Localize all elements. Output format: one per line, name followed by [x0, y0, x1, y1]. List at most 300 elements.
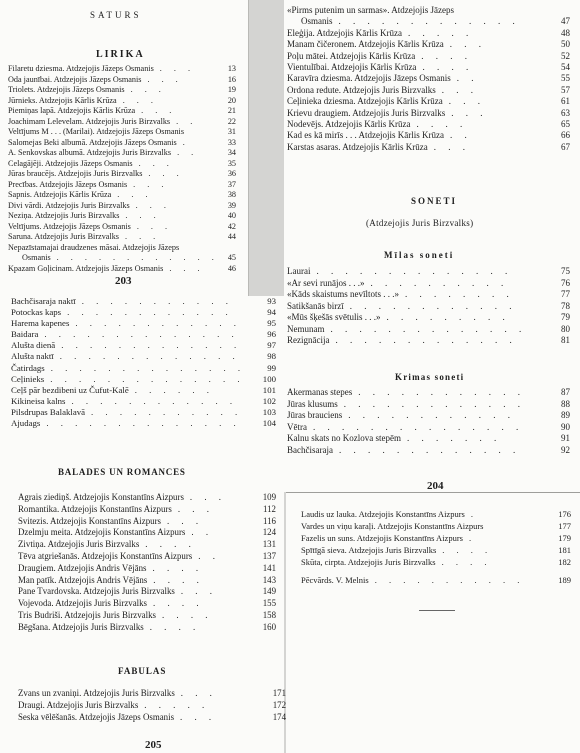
toc-list-lirika — [8, 64, 236, 274]
toc-entry — [287, 301, 570, 313]
toc-page-206 — [286, 492, 580, 753]
toc-list-lyrics-cont — [287, 5, 570, 153]
toc-entry-page: 16 — [227, 74, 236, 84]
toc-entry — [287, 266, 570, 278]
toc-entry-leader: . . . — [159, 64, 195, 73]
toc-entry-title: Jūras braucējs. Atdzejojis Juris Birzvalks — [8, 169, 143, 178]
toc-entry-page: 158 — [262, 609, 276, 620]
toc-entry-leader: . . . — [166, 515, 204, 526]
toc-entry-page: 90 — [561, 421, 570, 432]
section-heading-lirika: LIRIKA — [96, 49, 145, 60]
closing-rule — [419, 610, 455, 611]
toc-entry-leader: . . . . . . . . . . . . . . — [330, 323, 527, 334]
toc-entry-title: «Mūs šķešās svētulis . . .» — [287, 312, 381, 322]
toc-entry-leader: . . . . . . . . . . . . . — [338, 16, 520, 27]
toc-entry-page: 181 — [558, 545, 571, 555]
toc-entry-leader: . . . . — [416, 119, 468, 130]
toc-entry — [8, 232, 236, 243]
toc-entry-page: 143 — [262, 574, 276, 585]
toc-entry-page: 104 — [262, 418, 276, 429]
toc-entry — [8, 211, 236, 222]
toc-entry-leader: . . . . . . . . . . — [370, 277, 509, 288]
toc-entry-leader: . . . . — [149, 621, 201, 632]
toc-entry — [8, 243, 236, 254]
toc-entry — [18, 492, 276, 504]
toc-entry-title: Karstas asaras. Atdzejojis Kārlis Krūza — [287, 141, 428, 152]
toc-entry-page: 67 — [561, 141, 570, 152]
toc-entry-leader: . . . . . . . . . . . — [374, 575, 525, 585]
toc-entry — [8, 159, 236, 170]
toc-entry-leader: . . . — [189, 492, 226, 502]
toc-entry-leader: . — [182, 137, 190, 147]
toc-entry-title: Bēgšana. Atdzejojis Juris Birzvalks — [18, 621, 144, 632]
toc-entry-title: Akermanas stepes — [287, 387, 353, 397]
toc-entry-leader: . . . — [441, 84, 478, 95]
toc-entry-page: 35 — [227, 158, 236, 168]
toc-entry — [287, 85, 570, 96]
toc-entry-afterword — [301, 574, 571, 586]
toc-entry-leader: . . . — [180, 711, 217, 722]
toc-entry-page: 57 — [561, 84, 570, 95]
toc-entry-page: 172 — [272, 699, 286, 710]
toc-entry-title: Sapnis. Atdzejojis Kārlis Krūza — [8, 190, 112, 199]
toc-entry-leader: . . . . . . . . . . . . . . — [44, 329, 239, 340]
toc-entry-leader: . . . . . . . . — [405, 289, 514, 299]
toc-entry-title: Rezignācija — [287, 335, 330, 345]
toc-entry-page: 44 — [227, 232, 236, 241]
toc-entry-leader: . . . . . . — [134, 384, 214, 395]
toc-entry-page: 37 — [227, 179, 236, 189]
toc-entry — [18, 610, 276, 622]
page-number-205: 205 — [145, 739, 162, 751]
toc-entry-leader: . . . . — [442, 545, 493, 555]
toc-entry-title: Pilsdrupas Balaklavā — [11, 406, 86, 417]
toc-entry-leader: . . . . . . . . . — [386, 312, 510, 322]
toc-entry-leader: . . — [198, 550, 220, 561]
toc-entry-title: Krievu draugiem. Atdzejojis Juris Birzvalks — [287, 107, 446, 118]
toc-entry — [11, 351, 276, 362]
toc-entry-title: Pēcvārds. V. Melnis — [301, 575, 369, 585]
toc-entry-title: Laudis uz lauka. Atdzejojis Konstantīns Aizpurs — [301, 509, 465, 519]
toc-entry-title: Dzelmju meita. Atdzejojis Konstantīns Aizpurs — [18, 527, 186, 538]
toc-entry-leader: . . — [456, 73, 479, 84]
toc-entry-leader: . . . — [169, 263, 205, 273]
toc-entry-leader: . . . — [177, 503, 214, 514]
toc-entry-page: 93 — [267, 296, 276, 306]
toc-entry-page: 33 — [227, 137, 236, 147]
toc-entry — [11, 318, 276, 329]
toc-entry-leader: . . . . . . . . . . . — [81, 296, 233, 306]
subsection-heading-love-sonnets: Mīlas soneti — [384, 250, 455, 260]
toc-entry-page: 31 — [227, 127, 236, 136]
toc-entry-page: 95 — [267, 318, 276, 329]
toc-entry — [18, 527, 276, 539]
toc-entry-title: Jūrnieks. Atdzejojis Kārlis Krūza — [8, 95, 117, 105]
toc-entry-page: 42 — [227, 221, 236, 231]
page-number-203: 203 — [115, 275, 132, 287]
toc-entry-page: 45 — [227, 253, 236, 262]
toc-entry-title: Kad es kā mirīs . . . Atdzejojis Kārlis Krūza — [287, 130, 444, 141]
toc-entry — [11, 296, 276, 307]
toc-entry-title: Piemiņas lapā. Atdzejojis Kārlis Krūza — [8, 106, 136, 115]
toc-entry — [18, 586, 276, 598]
toc-entry-page: 155 — [262, 598, 276, 609]
toc-entry-page: 54 — [561, 62, 570, 73]
toc-entry-leader: . . . . . . . . . . . . . — [59, 351, 240, 362]
toc-page-204 — [284, 0, 580, 492]
toc-entry — [11, 374, 276, 385]
toc-entry — [287, 399, 570, 411]
toc-entry — [287, 387, 570, 399]
sonnets-translator: (Atdzejojis Juris Birzvalks) — [366, 218, 474, 228]
toc-entry — [301, 520, 571, 532]
toc-entry-title: Nepazīstamajai draudzenes māsai. Atdzejojis Jāzeps — [8, 242, 180, 252]
toc-entry — [287, 73, 570, 84]
toc-entry-leader: . . . — [180, 688, 217, 698]
toc-entry-title: Bachčisaraja naktī — [11, 296, 76, 306]
toc-entry-page: 137 — [262, 550, 276, 561]
toc-entry-page: 38 — [227, 190, 236, 199]
toc-entry-leader: . . . — [448, 96, 485, 107]
toc-entry-title: Ceļš pār bezdibeni uz Čufut-Kalē — [11, 384, 129, 395]
toc-entry-title: Pane Tvardovska. Atdzejojis Juris Birzvalks — [18, 586, 175, 597]
toc-entry-page: 131 — [262, 539, 276, 550]
toc-entry-leader: . . . — [133, 179, 169, 189]
toc-entry-leader: . . . — [451, 107, 488, 118]
toc-entry — [18, 688, 286, 700]
toc-entry-page: 87 — [561, 387, 570, 397]
toc-entry-page: 66 — [561, 130, 570, 141]
toc-entry — [8, 75, 236, 86]
toc-entry — [287, 433, 570, 445]
toc-entry — [18, 575, 276, 587]
toc-entry — [301, 532, 571, 544]
toc-entry-leader: . . — [191, 527, 214, 538]
toc-list-love-sonnets — [287, 266, 570, 347]
toc-list-crimea — [11, 296, 276, 429]
toc-entry — [287, 142, 570, 153]
toc-entry-title: Osmanis — [301, 16, 333, 27]
toc-entry-title: Manam čičeronem. Atdzejojis Kārlis Krūza — [287, 39, 444, 50]
toc-entry-title: Spītīgā sieva. Atdzejojis Juris Birzvalks — [301, 545, 437, 555]
toc-entry-leader: . . . . . . . . . . . . — [56, 253, 219, 262]
toc-entry-leader: . . . — [135, 200, 171, 210]
toc-entry-title: Kpazam Goļicinam. Atdzejojis Jāzeps Osmanis — [8, 263, 164, 273]
toc-entry-page: 79 — [561, 312, 570, 322]
toc-entry-title: Zvans un zvaniņi. Atdzejojis Juris Birzvalks — [18, 688, 175, 698]
toc-entry-leader: . . . — [180, 586, 217, 597]
toc-entry — [8, 106, 236, 117]
toc-page-205 — [0, 296, 284, 753]
toc-entry — [8, 180, 236, 191]
toc-entry-leader: . . . — [124, 232, 161, 241]
toc-entry-title: Veltījums. Atdzejojis Jāzeps Osmanis — [8, 221, 131, 231]
toc-entry-title: Draugiem. Atdzejojis Andris Vējāns — [18, 562, 147, 573]
toc-entry-page: 48 — [561, 27, 570, 38]
toc-entry-page: 52 — [561, 50, 570, 61]
toc-entry — [287, 39, 570, 50]
toc-entry-leader: . . . . . . . . . . . . . . — [50, 362, 246, 373]
contents-title: SATURS — [90, 10, 142, 20]
toc-entry-title: Divi vārdi. Atdzejojis Juris Birzvalks — [8, 200, 130, 210]
toc-entry-title: Fazelis un suns. Atdzejojis Konstantīns Aizpurs — [301, 533, 463, 543]
toc-entry — [18, 598, 276, 610]
toc-entry-page: 160 — [262, 621, 276, 632]
toc-entry-leader: . . . — [148, 169, 184, 178]
toc-entry-page: 50 — [561, 39, 570, 50]
toc-entry — [287, 312, 570, 324]
section-heading-fables: FABULAS — [118, 666, 167, 676]
toc-entry-leader: . . . — [122, 95, 158, 105]
toc-entry-page: 141 — [262, 562, 276, 573]
toc-entry — [11, 418, 276, 429]
toc-entry — [11, 363, 276, 374]
toc-entry-title: Celagājēji. Atdzejojis Jāzeps Osmanis — [8, 158, 133, 168]
toc-entry-title: Karavīra dziesma. Atdzejojis Jāzeps Osmanis — [287, 73, 451, 84]
toc-entry-page: 103 — [262, 406, 276, 417]
toc-entry — [8, 190, 236, 201]
toc-entry — [287, 62, 570, 73]
toc-entry-title: Laurai — [287, 266, 311, 276]
toc-entry-leader: . . . . — [161, 609, 213, 620]
toc-entry-page: 92 — [561, 444, 570, 455]
toc-entry — [287, 422, 570, 434]
toc-list-fables — [18, 688, 286, 723]
toc-entry-title: Triolets. Atdzejojis Jāzeps Osmanis — [8, 85, 125, 94]
toc-entry — [287, 51, 570, 62]
toc-entry — [287, 335, 570, 347]
toc-list-crimean-sonnets — [287, 387, 570, 456]
toc-entry-title: «Kāds skaistums nevīltots . . .» — [287, 289, 399, 299]
toc-entry-page: 47 — [561, 16, 570, 27]
toc-entry-page: 20 — [227, 95, 236, 105]
toc-entry — [301, 544, 571, 556]
toc-entry-title: Čatirdags — [11, 362, 45, 373]
toc-entry-leader: . . . . . — [144, 699, 210, 710]
toc-entry-page: 22 — [227, 116, 236, 126]
toc-entry-page: 94 — [267, 307, 276, 318]
toc-entry-title: Vētra — [287, 421, 307, 432]
toc-entry — [18, 516, 276, 528]
toc-entry-leader: . . — [177, 148, 199, 157]
toc-entry — [287, 278, 570, 290]
toc-entry-leader: . . . — [449, 39, 486, 50]
toc-entry — [18, 700, 286, 712]
toc-entry-leader: . . . . — [421, 50, 472, 61]
toc-entry-leader: . . . . . . . . . . . . . — [61, 340, 242, 351]
toc-entry-title: Vojevoda. Atdzejojis Juris Birzvalks — [18, 598, 148, 609]
toc-entry-title: Potockas kaps — [11, 307, 62, 318]
toc-entry-title: Seska vēlēšanās. Atdzejojis Jāzeps Osmanis — [18, 711, 175, 722]
toc-entry-title: «Pirms putenim un sarmas». Atdzejojis Jāzeps — [287, 5, 454, 15]
page-number-204: 204 — [427, 480, 444, 492]
toc-entry — [8, 96, 236, 107]
toc-entry — [287, 324, 570, 336]
toc-entry — [287, 289, 570, 301]
toc-entry-page: 55 — [561, 73, 570, 84]
toc-entry-leader: . . . — [147, 74, 183, 84]
toc-entry — [287, 28, 570, 39]
toc-entry-page: 177 — [558, 521, 571, 531]
toc-entry — [8, 85, 236, 96]
toc-entry-title: Jūras klusums — [287, 398, 338, 409]
toc-entry — [8, 64, 236, 75]
toc-entry-leader: . . . — [433, 141, 470, 152]
toc-entry-page: 96 — [267, 329, 276, 340]
toc-entry-title: Kikineisa kalns — [11, 395, 66, 406]
toc-entry-title: Draugi. Atdzejojis Juris Birzvalks — [18, 699, 139, 710]
toc-entry-page: 76 — [561, 277, 570, 288]
toc-entry-page: 171 — [272, 688, 286, 698]
toc-entry-title: Harema kapenes — [11, 318, 70, 329]
toc-entry-leader: . — [468, 533, 477, 543]
toc-entry-leader: . . . . — [145, 539, 196, 550]
toc-entry-title: «Ar sevi runājos . . .» — [287, 277, 365, 288]
toc-entry-title: Agrais ziediņš. Atdzejojis Konstantīns Aizpurs — [18, 492, 184, 502]
toc-entry-title: Alušta dienā — [11, 340, 56, 351]
toc-entry — [301, 508, 571, 520]
toc-entry-title: Bachčisaraja — [287, 444, 333, 455]
toc-list-afterword — [301, 574, 571, 586]
toc-entry-title: Tēva atgriešanās. Atdzejojis Konstantīns Aizpurs — [18, 550, 193, 561]
toc-entry-page: 109 — [262, 492, 276, 502]
toc-entry-leader: . . . . . . . . . . . . — [75, 318, 241, 329]
toc-entry — [8, 138, 236, 149]
toc-entry-title: A. Senkovskas albumā. Atdzejojis Juris Birzvalks — [8, 148, 172, 157]
toc-entry — [287, 16, 570, 27]
toc-entry — [18, 551, 276, 563]
toc-entry-title: Osmanis — [22, 253, 51, 262]
toc-entry-leader: . . . . . . . . . . . . . . — [50, 373, 245, 384]
toc-entry-page: 149 — [262, 586, 276, 597]
subsection-heading-crimean-sonnets: Krimas soneti — [395, 372, 465, 382]
toc-entry-leader: . . . . . . . . . . . . . — [335, 335, 517, 345]
toc-entry — [18, 504, 276, 516]
toc-entry-page: 75 — [561, 266, 570, 276]
toc-entry — [287, 130, 570, 141]
toc-entry-page: 89 — [561, 410, 570, 420]
toc-entry — [287, 5, 570, 16]
toc-entry-leader: . . . . . . . . . . . . . . — [316, 266, 513, 276]
toc-entry-page: 176 — [558, 509, 571, 519]
toc-entry-leader: . . . . . . . . . . . . — [67, 307, 233, 318]
toc-entry-title: Nemunam — [287, 323, 325, 334]
toc-entry-leader: . . . . . . . . . . . . . . . — [313, 421, 524, 432]
toc-entry — [287, 96, 570, 107]
toc-entry-title: Romantika. Atdzejojis Konstantīns Aizpurs — [18, 503, 172, 514]
toc-entry — [8, 222, 236, 233]
toc-entry — [8, 148, 236, 159]
toc-entry-title: Svitezis. Atdzejojis Konstantīns Aizpurs — [18, 515, 161, 526]
toc-entry-title: Oda jaunībai. Atdzejojis Jāzeps Osmanis — [8, 74, 142, 84]
toc-entry-leader: . . . . . . . . . . . . — [348, 410, 515, 420]
toc-entry-leader: . . . . . . . . . . . . . . — [46, 418, 241, 429]
toc-entry — [18, 622, 276, 634]
toc-entry-page: 78 — [561, 300, 570, 311]
toc-entry-title: Nodevējs. Atdzejojis Kārlis Krūza — [287, 119, 411, 130]
toc-entry-page: 189 — [558, 575, 571, 585]
toc-entry — [287, 119, 570, 130]
toc-entry — [287, 108, 570, 119]
toc-entry-leader: . . . . — [152, 562, 204, 573]
toc-entry-page: 65 — [561, 119, 570, 130]
toc-entry-title: Ordona redute. Atdzejojis Juris Birzvalks — [287, 84, 436, 95]
toc-entry-page: 91 — [561, 433, 570, 443]
toc-entry-title: Man patīk. Atdzejojis Andris Vējāns — [18, 574, 148, 585]
toc-entry — [11, 407, 276, 418]
toc-entry-title: Salomejas Beki albumā. Atdzejojis Jāzeps Osmanis — [8, 137, 177, 147]
toc-entry — [8, 127, 236, 138]
section-heading-soneti: SONETI — [411, 196, 458, 206]
toc-entry-page: 63 — [561, 107, 570, 118]
toc-entry-title: Jūras brauciens — [287, 410, 343, 420]
toc-entry-title: Filaretu dziesma. Atdzejojis Jāzeps Osmanis — [8, 64, 154, 73]
toc-entry-leader: . . . . — [441, 557, 492, 567]
toc-entry-leader: . . . — [117, 190, 153, 199]
toc-entry-page: 179 — [558, 533, 571, 543]
toc-entry-page: 36 — [227, 169, 236, 178]
toc-entry-leader: . . . . . — [407, 27, 474, 38]
toc-entry-title: Eleģija. Atdzejojis Kārlis Krūza — [287, 27, 402, 38]
toc-entry — [301, 556, 571, 568]
toc-entry-title: Ajudags — [11, 418, 41, 429]
toc-entry-title: Baidara — [11, 329, 39, 340]
toc-page-203 — [0, 0, 249, 296]
toc-entry-leader: . . . . . . . . . . . . — [349, 300, 517, 311]
toc-entry — [11, 329, 276, 340]
toc-entry-page: 101 — [262, 384, 276, 395]
toc-entry-leader: . . . — [125, 211, 161, 220]
toc-entry-leader: . . . . — [153, 598, 204, 609]
toc-entry-title: Poļu mātei. Atdzejojis Kārlis Krūza — [287, 50, 416, 61]
toc-entry-title: Alušta naktī — [11, 351, 54, 362]
toc-entry-leader: . . . . . . . . . . . . — [71, 395, 238, 406]
toc-entry-page: 88 — [561, 398, 570, 409]
toc-entry-leader: . — [470, 509, 478, 519]
toc-entry-page: 77 — [561, 289, 570, 299]
toc-entry-leader: . . . — [130, 85, 166, 94]
section-heading-ballads: BALADES UN ROMANCES — [58, 467, 186, 477]
toc-entry-leader: . . . . . . . — [406, 433, 502, 443]
toc-entry-title: Tris Budriši. Atdzejojis Juris Birzvalks — [18, 609, 156, 620]
toc-entry-page: 40 — [227, 211, 236, 220]
toc-entry-leader: . . . . — [422, 62, 474, 73]
toc-entry — [11, 385, 276, 396]
toc-entry — [18, 712, 286, 724]
toc-list-fables-cont — [301, 508, 571, 568]
toc-entry — [8, 117, 236, 128]
toc-entry — [11, 340, 276, 351]
toc-entry-title: Saruna. Atdzejojis Juris Birzvalks — [8, 232, 119, 241]
toc-entry-title: Joachimam Lelevelam. Atdzejojis Juris Birzvalks — [8, 116, 171, 126]
toc-entry-leader: . . . . . . . . . . . . . — [343, 398, 526, 409]
toc-entry-title: Precības. Atdzejojis Jāzeps Osmanis — [8, 179, 128, 189]
toc-entry-title: Ceļinieks — [11, 373, 45, 384]
toc-entry-page: 46 — [227, 263, 236, 273]
toc-entry-leader: . . . . . . . . . . . — [91, 406, 243, 417]
toc-entry-page: 102 — [262, 395, 276, 406]
toc-entry — [8, 253, 236, 264]
toc-entry-leader: . . . — [141, 106, 177, 115]
toc-entry-title: Satikšanās birzī — [287, 300, 344, 311]
toc-entry — [8, 264, 236, 275]
toc-entry-title: Neziņa. Atdzejojis Juris Birzvalks — [8, 211, 120, 220]
toc-entry — [8, 169, 236, 180]
toc-entry-title: Veltījums M . . . (Marilai). Atdzejojis Jāzeps Osmanis — [8, 127, 185, 136]
toc-entry-page: 61 — [561, 96, 570, 107]
toc-entry-page: 98 — [267, 351, 276, 362]
toc-entry-page: 97 — [267, 340, 276, 351]
